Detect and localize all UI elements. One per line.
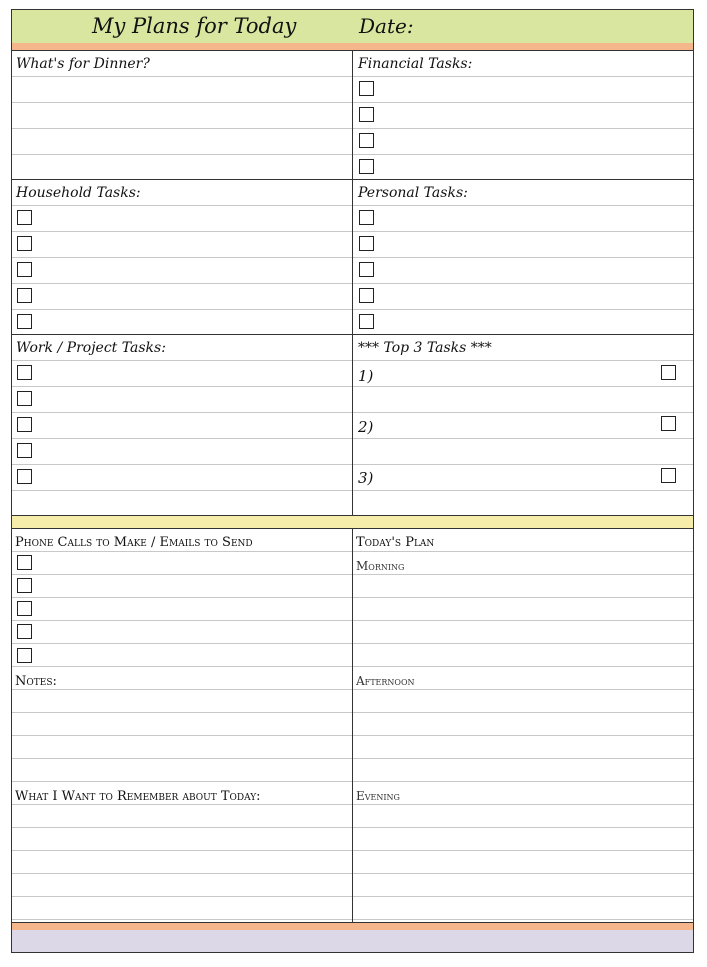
section-divider	[12, 528, 693, 529]
task-checkbox[interactable]	[17, 417, 32, 432]
top3-item-2: 2)	[358, 418, 374, 436]
ruled-line	[12, 620, 352, 621]
task-checkbox[interactable]	[17, 624, 32, 639]
date-label[interactable]: Date:	[359, 14, 414, 38]
ruled-line	[353, 850, 693, 851]
ruled-line	[353, 574, 693, 575]
top3-item-1: 1)	[358, 367, 374, 385]
top3-tasks-label: *** Top 3 Tasks ***	[358, 340, 492, 356]
ruled-line	[353, 781, 693, 782]
todays-plan-label: Today's Plan	[356, 535, 435, 550]
ruled-line	[353, 758, 693, 759]
task-checkbox[interactable]	[17, 648, 32, 663]
phone-calls-label: Phone Calls to Make / Emails to Send	[15, 535, 253, 550]
ruled-line	[12, 850, 352, 851]
ruled-line	[12, 438, 352, 439]
ruled-line	[12, 283, 352, 284]
ruled-line	[12, 231, 352, 232]
planner-page	[11, 9, 694, 953]
ruled-line	[12, 551, 352, 552]
header-bar	[12, 10, 693, 43]
ruled-line	[12, 154, 352, 155]
task-checkbox[interactable]	[359, 262, 374, 277]
ruled-line	[12, 412, 352, 413]
task-checkbox[interactable]	[359, 236, 374, 251]
ruled-line	[353, 919, 693, 920]
task-checkbox[interactable]	[661, 468, 676, 483]
ruled-line	[12, 574, 352, 575]
ruled-line	[353, 804, 693, 805]
ruled-line	[353, 827, 693, 828]
top3-item-3: 3)	[358, 469, 374, 487]
notes-label: Notes:	[15, 674, 57, 689]
task-checkbox[interactable]	[359, 81, 374, 96]
ruled-line	[353, 360, 693, 361]
ruled-line	[353, 154, 693, 155]
footer-accent-bar	[12, 923, 693, 930]
column-divider	[352, 528, 353, 922]
ruled-line	[353, 102, 693, 103]
header-accent-bar	[12, 43, 693, 50]
ruled-line	[12, 873, 352, 874]
ruled-line	[12, 490, 352, 491]
ruled-line	[12, 643, 352, 644]
task-checkbox[interactable]	[661, 365, 676, 380]
ruled-line	[12, 781, 352, 782]
ruled-line	[353, 128, 693, 129]
task-checkbox[interactable]	[17, 443, 32, 458]
ruled-line	[353, 666, 693, 667]
ruled-line	[12, 464, 352, 465]
ruled-line	[353, 231, 693, 232]
ruled-line	[353, 597, 693, 598]
dinner-label: What's for Dinner?	[16, 56, 150, 72]
ruled-line	[353, 490, 693, 491]
ruled-line	[353, 257, 693, 258]
task-checkbox[interactable]	[17, 365, 32, 380]
task-checkbox[interactable]	[17, 262, 32, 277]
task-checkbox[interactable]	[17, 601, 32, 616]
ruled-line	[12, 360, 352, 361]
section-divider	[12, 334, 693, 335]
ruled-line	[12, 597, 352, 598]
page-title: My Plans for Today	[92, 14, 297, 38]
ruled-line	[353, 386, 693, 387]
task-checkbox[interactable]	[359, 133, 374, 148]
ruled-line	[12, 919, 352, 920]
task-checkbox[interactable]	[17, 555, 32, 570]
ruled-line	[353, 643, 693, 644]
ruled-line	[12, 309, 352, 310]
evening-label: Evening	[356, 789, 400, 803]
morning-label: Morning	[356, 559, 405, 573]
ruled-line	[12, 257, 352, 258]
financial-tasks-label: Financial Tasks:	[358, 56, 473, 72]
ruled-line	[353, 76, 693, 77]
ruled-line	[12, 102, 352, 103]
ruled-line	[353, 438, 693, 439]
ruled-line	[353, 896, 693, 897]
task-checkbox[interactable]	[359, 159, 374, 174]
ruled-line	[353, 412, 693, 413]
task-checkbox[interactable]	[17, 210, 32, 225]
middle-accent-bar	[12, 516, 693, 528]
ruled-line	[12, 712, 352, 713]
ruled-line	[12, 689, 352, 690]
ruled-line	[353, 283, 693, 284]
ruled-line	[12, 205, 352, 206]
section-divider	[12, 179, 693, 180]
ruled-line	[12, 76, 352, 77]
ruled-line	[12, 735, 352, 736]
task-checkbox[interactable]	[17, 578, 32, 593]
ruled-line	[12, 827, 352, 828]
ruled-line	[12, 896, 352, 897]
ruled-line	[353, 551, 693, 552]
task-checkbox[interactable]	[17, 391, 32, 406]
task-checkbox[interactable]	[359, 107, 374, 122]
ruled-line	[353, 620, 693, 621]
task-checkbox[interactable]	[17, 469, 32, 484]
task-checkbox[interactable]	[359, 314, 374, 329]
task-checkbox[interactable]	[359, 288, 374, 303]
ruled-line	[353, 309, 693, 310]
ruled-line	[353, 712, 693, 713]
task-checkbox[interactable]	[17, 314, 32, 329]
ruled-line	[353, 735, 693, 736]
ruled-line	[353, 689, 693, 690]
task-checkbox[interactable]	[661, 416, 676, 431]
ruled-line	[12, 128, 352, 129]
remember-label: What I Want to Remember about Today:	[15, 789, 261, 804]
personal-tasks-label: Personal Tasks:	[358, 185, 468, 201]
household-tasks-label: Household Tasks:	[16, 185, 141, 201]
work-tasks-label: Work / Project Tasks:	[16, 340, 166, 356]
ruled-line	[353, 873, 693, 874]
ruled-line	[353, 205, 693, 206]
task-checkbox[interactable]	[17, 236, 32, 251]
ruled-line	[12, 386, 352, 387]
footer-bar	[12, 930, 693, 952]
ruled-line	[353, 464, 693, 465]
afternoon-label: Afternoon	[356, 674, 415, 688]
ruled-line	[12, 804, 352, 805]
task-checkbox[interactable]	[359, 210, 374, 225]
task-checkbox[interactable]	[17, 288, 32, 303]
ruled-line	[12, 666, 352, 667]
ruled-line	[12, 758, 352, 759]
